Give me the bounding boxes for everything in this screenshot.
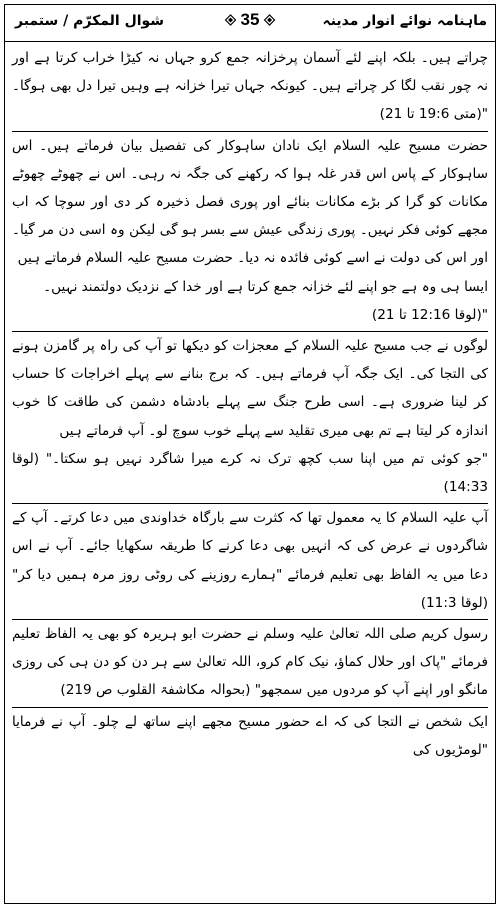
reference: "(لوقا 12:16 تا 21) — [371, 306, 488, 323]
issue-month: شوال المکرّم / ستمبر — [15, 13, 165, 29]
paragraph: آپ علیہ السلام کا یہ معمول تھا کہ کثرت سے بارگاہ خداوندی میں دعا کرتے۔ آپ کے شاگردوں نے عرض کی کہ انہیں بھی دعا کرنے کا طریقہ سکھایا جائے۔ آپ نے اس دعا میں یہ الفاظ بھی تعلیم فرمائے "ہمارے روزینے کی روٹی روز مرہ ہمیں دیا کر" (لوقا 11:3) — [12, 510, 488, 611]
paragraph: چراتے ہیں۔ بلکہ اپنے لئے آسمان پرخزانہ جمع کرو جہاں نہ کیڑا خراب کرتا ہے اور نہ چور نقب لگا کر چراتے ہیں۔ کیونکہ جہاں تیرا خزانہ ہے وہیں تیرا دل بھی ہوگا۔ "(متی 19:6 تا 21) — [12, 50, 488, 123]
ornament-right-icon — [262, 13, 276, 27]
magazine-page — [4, 4, 496, 904]
magazine-title: ماہنامہ نوائے انوار مدینہ — [322, 13, 487, 29]
page-number-box — [224, 10, 277, 30]
paragraph: حضرت مسیح علیہ السلام ایک نادان ساہوکار کی تفصیل بیان فرماتے ہیں۔ اس ساہوکار کے پاس اس قدر غلہ ہوا کہ رکھنے کی جگہ نہ رہی۔ اس نے چھوٹے چھوٹے مکانات کو گرا کر بڑے مکانات بنائے اور پوری فصل ذخیرہ کر دی اور سوچا کہ اب مجھے کوئی فکر نہیں۔ پوری زندگی عیش سے بسر ہو گی لیکن وہ اسی دن مر گیا۔ اور اس کی دولت نے اسے کوئی فائدہ نہ دیا۔ حضرت مسیح علیہ السلام فرماتے ہیں — [12, 137, 488, 267]
article-body — [5, 42, 495, 764]
ornament-left-icon — [224, 13, 238, 27]
paragraph: ایسا ہی وہ ہے جو اپنے لئے خزانہ جمع کرتا ہے اور خدا کے نزدیک دولتمند نہیں۔ — [43, 278, 488, 295]
paragraph: "جو کوئی تم میں اپنا سب کچھ ترک نہ کرے میرا شاگرد نہیں ہو سکتا۔" (لوقا 14:33) — [12, 450, 488, 496]
paragraph: لوگوں نے جب مسیح علیہ السلام کے معجزات کو دیکھا تو آپ کی راہ پر گامزن ہونے کی التجا کی۔ ایک جگہ آپ فرماتے ہیں۔ کہ برج بنانے سے پہلے اخراجات کا حساب کر لینا ضروری ہے۔ اسی طرح جنگ سے پہلے بادشاہ دشمن کی طاقت کا خوب اندازہ کر لیتا ہے تم بھی میری تقلید سے پہلے خوب سوچ لو۔ آپ فرماتے ہیں — [12, 338, 488, 439]
page-number: 35 — [240, 10, 260, 29]
paragraph: رسول کریم صلی اللہ تعالیٰ علیہ وسلم نے حضرت ابو ہریرہ کو بھی یہ الفاظ تعلیم فرمائے "پاک اور حلال کماؤ، نیک کام کرو، اللہ تعالیٰ سے ہر دن کو دن ہی کی روزی مانگو اور اپنے آپ کو مردوں میں سمجھو" (بحوالہ مکاشفۃ القلوب ص 219) — [12, 626, 488, 699]
page-header — [5, 5, 495, 42]
paragraph: ایک شخص نے التجا کی کہ اے حضور مسیح مجھے اپنے ساتھ لے چلو۔ آپ نے فرمایا "لومڑیوں کی — [12, 713, 488, 758]
